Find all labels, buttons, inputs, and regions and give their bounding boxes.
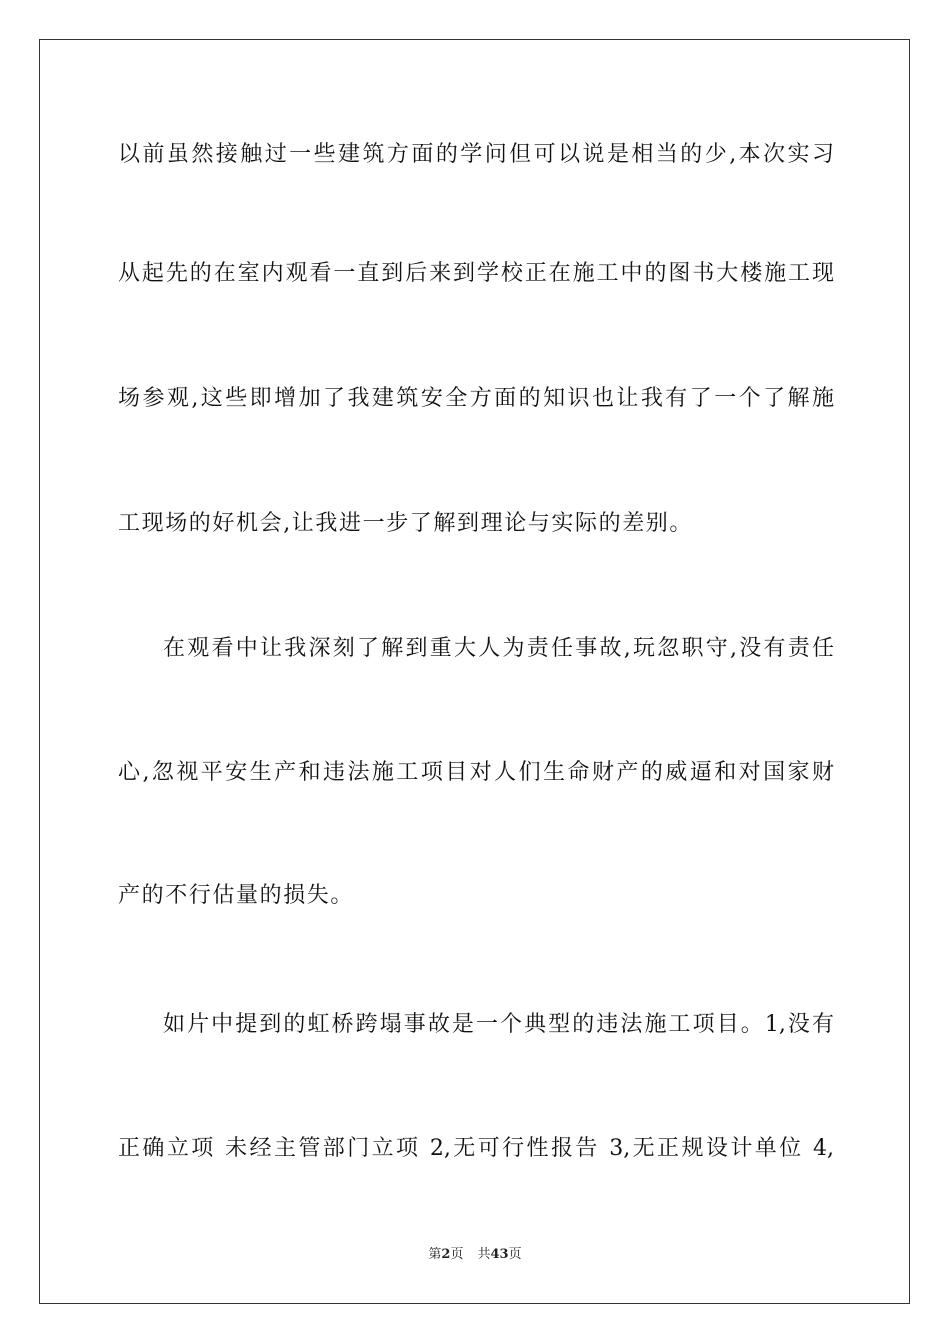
- footer-total-suffix: 页: [508, 1247, 522, 1262]
- text-line: 场参观,这些即增加了我建筑安全方面的知识也让我有了一个了解施: [118, 386, 834, 411]
- text-line: 工现场的好机会,让我进一步了解到理论与实际的差别。: [118, 511, 693, 536]
- text-line: 以前虽然接触过一些建筑方面的学问但可以说是相当的少,本次实习: [118, 142, 834, 167]
- current-page-number: 2: [441, 1247, 451, 1262]
- text-line: 如片中提到的虹桥跨塌事故是一个典型的违法施工项目。1,没有: [163, 1012, 834, 1037]
- footer-prefix: 第: [428, 1247, 442, 1262]
- footer-page-suffix: 页: [450, 1247, 464, 1262]
- text-line: 产的不行估量的损失。: [118, 883, 355, 908]
- text-line: 从起先的在室内观看一直到后来到学校正在施工中的图书大楼施工现: [118, 261, 834, 286]
- total-page-count: 43: [490, 1247, 509, 1262]
- text-line: 心,忽视平安生产和违法施工项目对人们生命财产的威逼和对国家财: [118, 760, 834, 785]
- page-border: [39, 39, 910, 1304]
- page-footer: [0, 1246, 950, 1264]
- text-line: 正确立项 未经主管部门立项 2,无可行性报告 3,无正规设计单位 4,: [118, 1136, 834, 1161]
- footer-total-prefix: 共: [477, 1247, 491, 1262]
- text-line: 在观看中让我深刻了解到重大人为责任事故,玩忽职守,没有责任: [163, 636, 834, 661]
